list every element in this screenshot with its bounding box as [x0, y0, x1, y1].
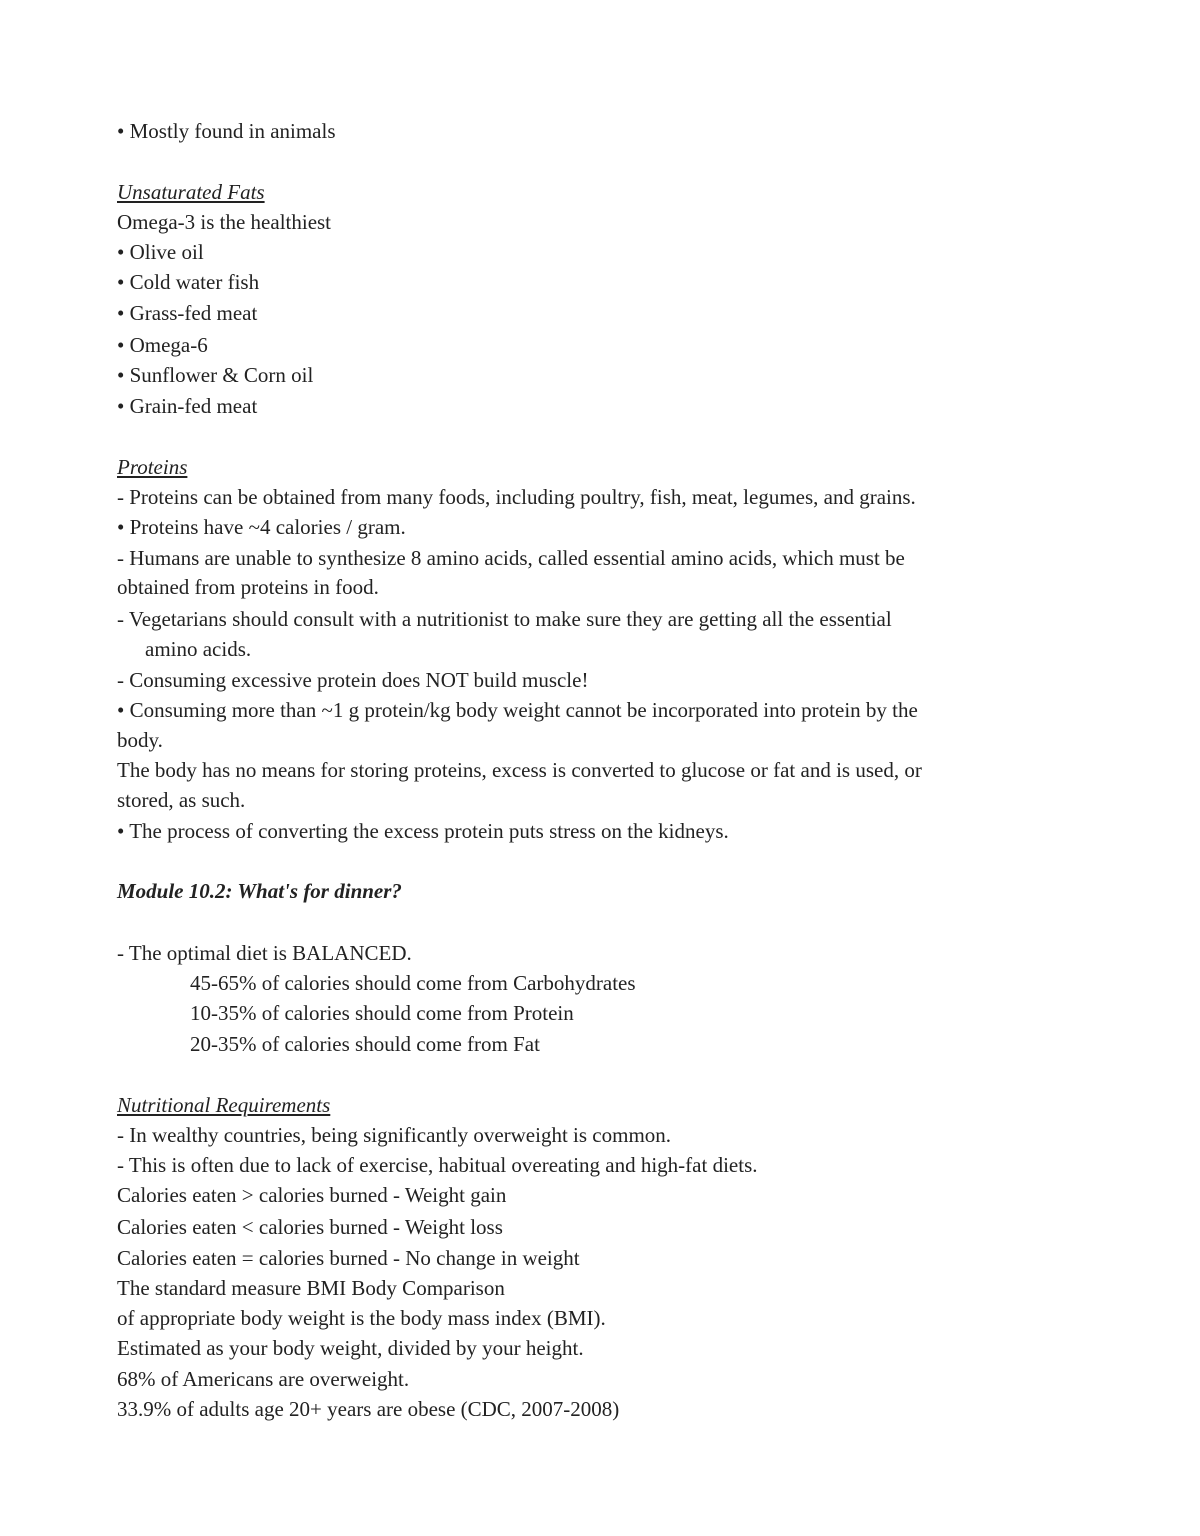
list-item: • Omega-6 — [117, 333, 208, 357]
protein-line: • Consuming more than ~1 g protein/kg body weight cannot be incorporated into protein by the — [117, 698, 918, 722]
protein-line: The body has no means for storing proteins, excess is converted to glucose or fat and is used, or — [117, 758, 922, 782]
protein-line: - Vegetarians should consult with a nutritionist to make sure they are getting all the essential — [117, 607, 892, 631]
balanced-diet-line: - The optimal diet is BALANCED. — [117, 941, 412, 965]
list-item: • Grass-fed meat — [117, 301, 258, 325]
nutrition-line: Calories eaten = calories burned - No change in weight — [117, 1246, 580, 1270]
omega3-intro: Omega-3 is the healthiest — [117, 210, 332, 234]
protein-line: stored, as such. — [117, 788, 246, 812]
nutrition-line: Calories eaten > calories burned - Weight gain — [117, 1183, 507, 1207]
protein-line: obtained from proteins in food. — [117, 575, 379, 599]
list-item: - This is often due to lack of exercise, habitual overeating and high-fat diets. — [117, 1153, 758, 1177]
unsaturated-fats-heading: Unsaturated Fats — [117, 180, 265, 204]
nutrition-line: Estimated as your body weight, divided by your height. — [117, 1336, 584, 1360]
nutrition-line: 68% of Americans are overweight. — [117, 1367, 410, 1391]
protein-line: • Proteins have ~4 calories / gram. — [117, 515, 406, 539]
nutrition-line: Calories eaten < calories burned - Weight loss — [117, 1215, 503, 1239]
list-item: - In wealthy countries, being significantly overweight is common. — [117, 1123, 672, 1147]
protein-line: - Consuming excessive protein does NOT build muscle! — [117, 668, 589, 692]
protein-line: amino acids. — [145, 637, 252, 661]
list-item: • Sunflower & Corn oil — [117, 363, 314, 387]
protein-line: body. — [117, 728, 163, 752]
nutrition-line: The standard measure BMI Body Comparison — [117, 1276, 505, 1300]
ratio-line: 45-65% of calories should come from Carbohydrates — [190, 971, 636, 995]
ratio-line: 20-35% of calories should come from Fat — [190, 1032, 540, 1056]
proteins-heading: Proteins — [117, 455, 188, 479]
nutritional-requirements-heading: Nutritional Requirements — [117, 1093, 331, 1117]
list-item: • Grain-fed meat — [117, 394, 258, 418]
protein-line: - Proteins can be obtained from many foods, including poultry, fish, meat, legumes, and grains. — [117, 485, 916, 509]
nutrition-line: of appropriate body weight is the body mass index (BMI). — [117, 1306, 606, 1330]
protein-line: • The process of converting the excess protein puts stress on the kidneys. — [117, 819, 729, 843]
module-heading: Module 10.2: What's for dinner? — [117, 879, 402, 903]
list-item: • Cold water fish — [117, 270, 260, 294]
animals-bullet: • Mostly found in animals — [117, 119, 336, 143]
ratio-line: 10-35% of calories should come from Protein — [190, 1001, 574, 1025]
nutrition-line: 33.9% of adults age 20+ years are obese (CDC, 2007-2008) — [117, 1397, 620, 1421]
list-item: • Olive oil — [117, 240, 204, 264]
protein-line: - Humans are unable to synthesize 8 amino acids, called essential amino acids, which must be — [117, 546, 905, 570]
